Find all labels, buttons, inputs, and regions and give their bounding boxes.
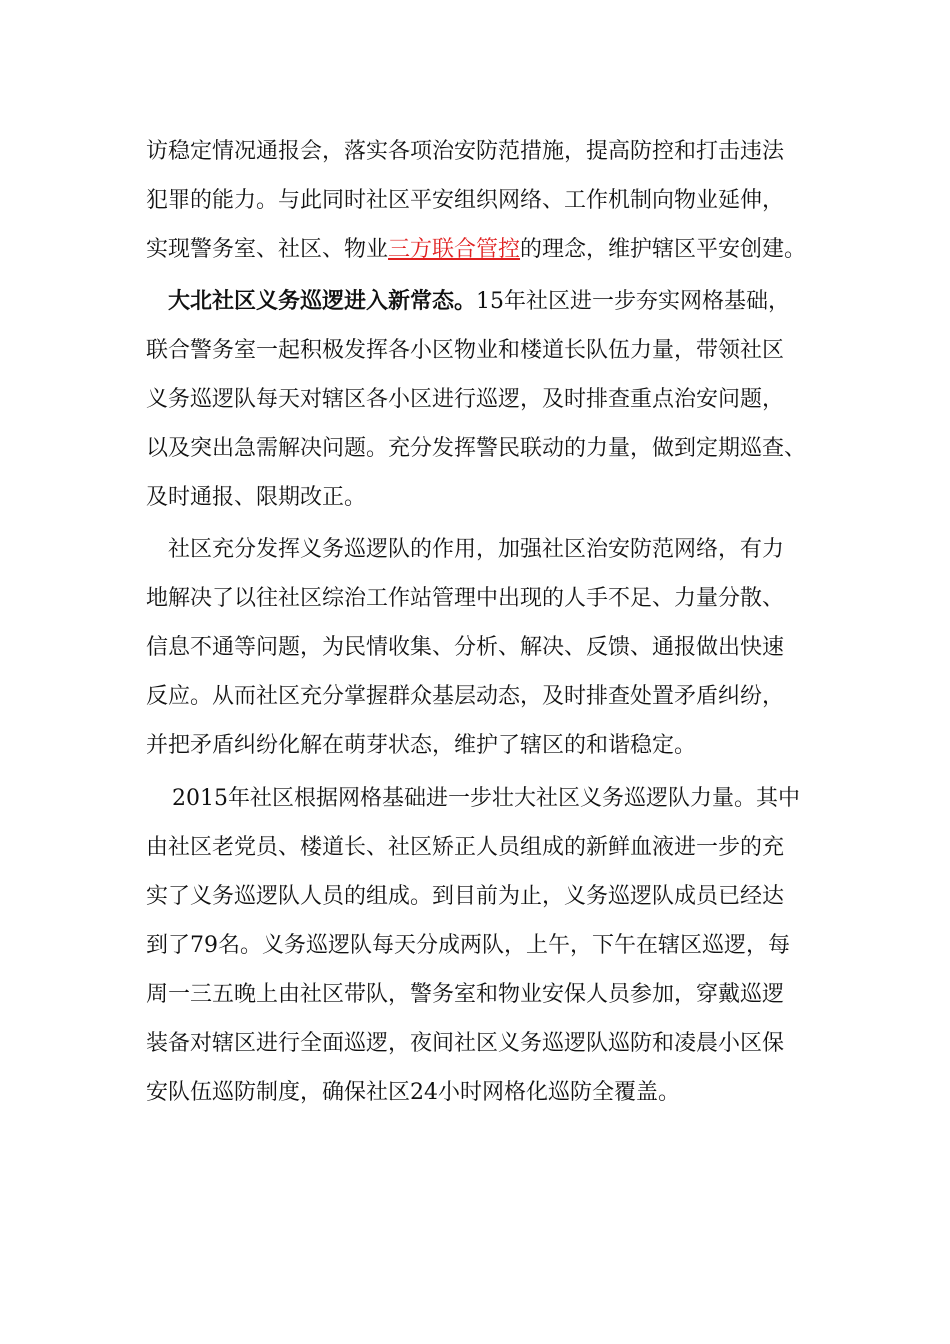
paragraph-2-line-2: 联合警务室一起积极发挥各小区物业和楼道长队伍力量，带领社区 — [146, 338, 785, 363]
joint-control-link[interactable]: 三方联合管控 — [388, 237, 521, 262]
paragraph-1-line-3-tail: 的理念，维护辖区平安创建。 — [520, 237, 807, 262]
paragraph-4-line-7: 安队伍巡防制度，确保社区24小时网格化巡防全覆盖。 — [146, 1080, 680, 1105]
paragraph-4-line-1: 2015年社区根据网格基础进一步壮大社区义务巡逻队力量。其中 — [172, 786, 800, 811]
section-heading: 大北社区义务巡逻进入新常态。 — [168, 289, 477, 314]
paragraph-2-line-1 — [168, 285, 790, 319]
paragraph-4-line-6: 装备对辖区进行全面巡逻，夜间社区义务巡逻队巡防和凌晨小区保 — [146, 1031, 785, 1056]
paragraph-1-line-1: 访稳定情况通报会，落实各项治安防范措施，提高防控和打击违法 — [146, 139, 785, 164]
paragraph-4-line-2: 由社区老党员、楼道长、社区矫正人员组成的新鲜血液进一步的充 — [146, 835, 785, 860]
paragraph-1-line-2: 犯罪的能力。与此同时社区平安组织网络、工作机制向物业延伸， — [146, 188, 785, 213]
paragraph-2-line-3: 义务巡逻队每天对辖区各小区进行巡逻，及时排查重点治安问题， — [146, 387, 785, 412]
paragraph-3-line-2: 地解决了以往社区综治工作站管理中出现的人手不足、力量分散、 — [146, 586, 785, 611]
paragraph-4-line-5: 周一三五晚上由社区带队，警务室和物业安保人员参加，穿戴巡逻 — [146, 982, 785, 1007]
paragraph-2-line-1-text: 15年社区进一步夯实网格基础， — [476, 289, 791, 314]
paragraph-1-line-3 — [146, 233, 806, 267]
paragraph-3-line-5: 并把矛盾纠纷化解在萌芽状态，维护了辖区的和谐稳定。 — [146, 733, 697, 758]
paragraph-1-line-3-text: 实现警务室、社区、物业 — [146, 237, 389, 262]
paragraph-4-line-4: 到了79名。义务巡逻队每天分成两队，上午，下午在辖区巡逻，每 — [146, 933, 790, 958]
paragraph-2-line-5: 及时通报、限期改正。 — [146, 485, 367, 510]
paragraph-3-line-3: 信息不通等问题，为民情收集、分析、解决、反馈、通报做出快速 — [146, 635, 785, 660]
paragraph-3-line-1: 社区充分发挥义务巡逻队的作用，加强社区治安防范网络，有力 — [168, 537, 785, 562]
paragraph-4-line-3: 实了义务巡逻队人员的组成。到目前为止，义务巡逻队成员已经达 — [146, 884, 785, 909]
paragraph-3-line-4: 反应。从而社区充分掌握群众基层动态，及时排查处置矛盾纠纷， — [146, 684, 785, 709]
paragraph-2-line-4: 以及突出急需解决问题。充分发挥警民联动的力量，做到定期巡查、 — [146, 436, 807, 461]
